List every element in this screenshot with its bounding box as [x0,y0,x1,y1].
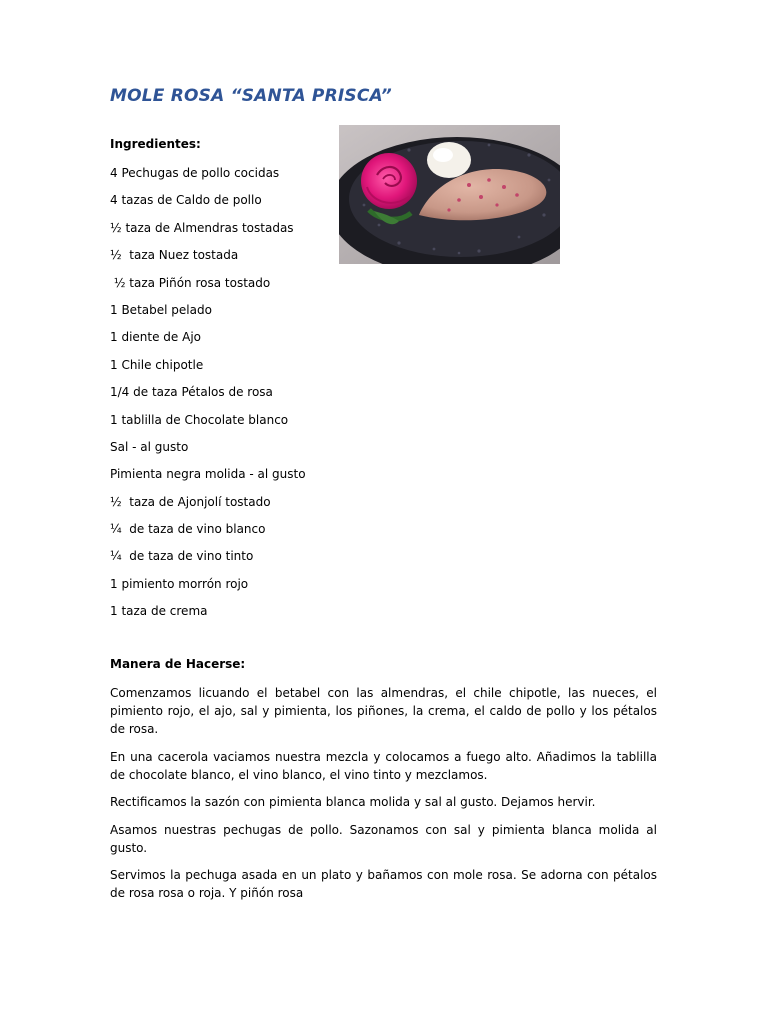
method-step: En una cacerola vaciamos nuestra mezcla y colocamos a fuego alto. Añadimos la tablilla de chocolate blanco, el vino blanco, el vino tinto y mezclamos. [110,749,657,782]
method-heading: Manera de Hacerse: [110,657,246,671]
ingredient-item: 4 tazas de Caldo de pollo [110,193,262,208]
ingredient-item: ½ taza de Almendras tostadas [110,220,294,235]
ingredient-item: 1 pimiento morrón rojo [110,576,249,591]
ingredient-item: ½ taza Nuez tostada [110,248,239,263]
ingredients-list [110,165,306,631]
ingredient-item: 1 Betabel pelado [110,302,212,317]
method-step: Servimos la pechuga asada en un plato y bañamos con mole rosa. Se adorna con pétalos de rosa rosa o roja. Y piñón rosa [110,868,657,900]
method-step: Asamos nuestras pechugas de pollo. Sazonamos con sal y pimienta blanca molida al gusto. [110,822,657,855]
ingredient-item: 1 diente de Ajo [110,330,201,345]
ingredient-item: Pimienta negra molida - al gusto [110,467,306,482]
ingredient-item: ½ taza Piñón rosa tostado [110,275,271,290]
mole-dish-icon [339,125,560,264]
ingredient-item: ¼ de taza de vino tinto [110,549,254,564]
ingredient-item: 4 Pechugas de pollo cocidas [110,166,280,180]
ingredient-item: 1 tablilla de Chocolate blanco [110,412,289,427]
method-steps [110,684,657,912]
ingredient-item: 1 Chile chipotle [110,357,204,372]
ingredients-heading: Ingredientes: [110,137,201,151]
ingredient-item: Sal - al gusto [110,439,189,454]
method-step: Rectificamos la sazón con pimienta blanca molida y sal al gusto. Dejamos hervir. [110,795,596,809]
ingredient-item: 1/4 de taza Pétalos de rosa [110,385,273,400]
dish-photo [339,125,560,264]
recipe-title: MOLE ROSA “SANTA PRISCA” [110,86,392,106]
ingredient-item: ¼ de taza de vino blanco [110,522,266,537]
ingredient-item: ½ taza de Ajonjolí tostado [110,494,271,509]
ingredient-item: 1 taza de crema [110,604,208,619]
method-step: Comenzamos licuando el betabel con las almendras, el chile chipotle, las nueces, el pimiento rojo, el ajo, sal y pimienta, los piñones, la crema, el caldo de pollo y los pétalos de rosa. [110,686,657,736]
